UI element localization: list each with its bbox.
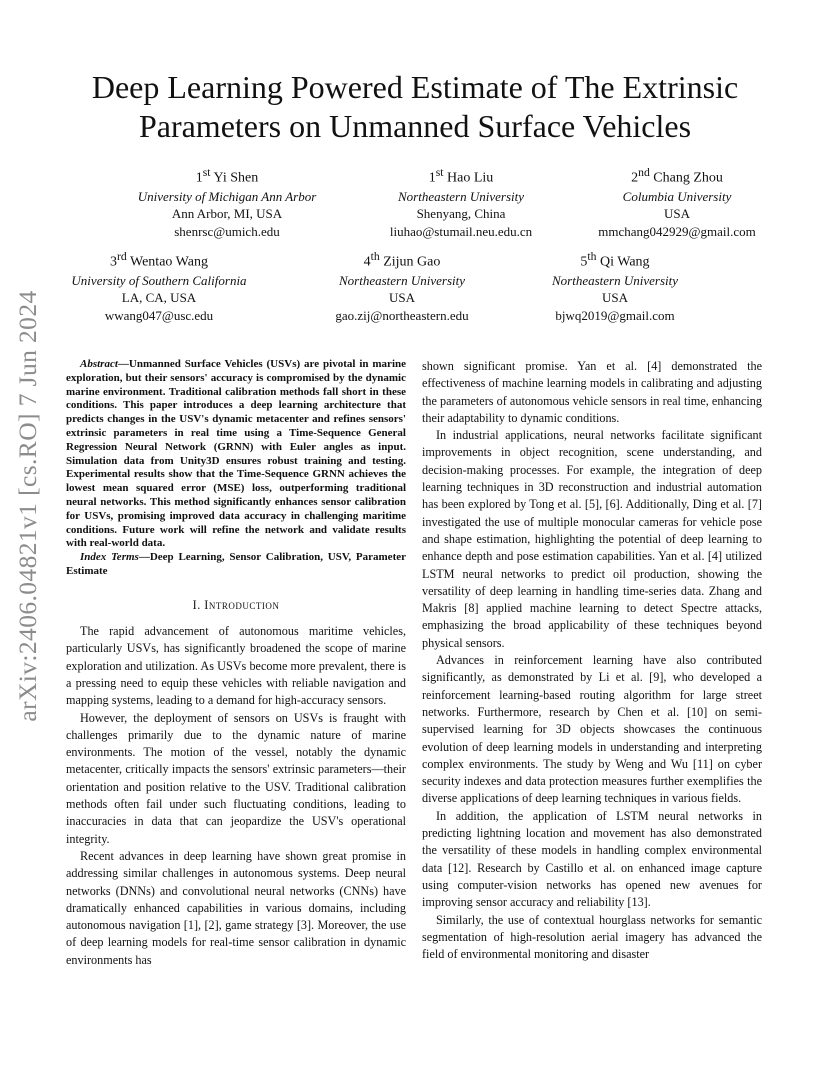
author-order: 1 [428,170,436,186]
author-order-suffix: rd [117,250,127,263]
title-line-1: Deep Learning Powered Estimate of The Extrinsic [91,69,739,105]
author-block-1 [112,163,342,240]
abstract-text: —Unmanned Surface Vehicles (USVs) are pivotal in marine exploration, but their sensors' accuracy is compromised by the dynamic marine environment. Traditional calibration methods fall short in these conditions. This paper introduces a deep learning architecture that predicts changes in the USV's dynamic metacenter and refines sensors' extrinsic parameters in real time using a Time-Sequence General Regression Neural Network (GRNN) with Euler angles as input. Simulation data from Unity3D ensures robust training and testing. Experimental results show that the Time-Sequence GRNN achieves the lowest mean squared error (MSE) loss, outperforming traditional neural networks. This method significantly enhances sensor calibration for USVs, promising improved data accuracy in challenging maritime conditions. Future work will refine the network and validate results with real-world data. [66,358,406,550]
author-location: LA, CA, USA [121,290,197,306]
index-terms-text: —Deep Learning, Sensor Calibration, USV, Parameter Estimate [66,551,406,577]
section-heading-introduction [66,597,406,614]
section-title: Introduction [204,597,280,612]
index-terms-label: Index Terms [80,551,139,564]
author-order: 1 [195,170,203,186]
paragraph: In addition, the application of LSTM neural networks in predicting lightning location and movement has also demonstrated the versatility of these models in handling complex environmental data [12]. Research by Castillo et al. on enhanced image capture using computer-vision networks has opened new avenues for improving sensor accuracy and reliability [13]. [422,808,762,910]
paragraph: Recent advances in deep learning have shown great promise in addressing similar challenges in autonomous systems. Deep neural networks (DNNs) and convolutional neural networks (CNNs) have dramatically enhanced capabilities in various domains, including autonomous navigation [1], [2], game strategy [3]. Moreover, the use of deep learning models for real-time sensor calibration in dynamic environments has [66,848,406,967]
author-name: Wentao Wang [130,254,208,270]
author-affiliation: University of Michigan Ann Arbor [137,188,317,204]
author-location: USA [388,290,415,306]
author-block-6 [500,247,730,324]
author-affiliation: University of Southern California [71,272,247,288]
author-order: 3 [110,254,118,270]
author-email: wwang047@usc.edu [104,307,214,323]
author-email: bjwq2019@gmail.com [555,307,675,323]
author-affiliation: Columbia University [622,188,732,204]
author-order: 5 [580,254,588,270]
arxiv-id: arXiv:2406.04821v1 [cs.RO] 7 Jun 2024 [13,290,42,722]
paragraph: shown significant promise. Yan et al. [4] demonstrated the effectiveness of machine learning models in calibrating and adjusting the parameters of autonomous vehicle sensors in real time, enhancing their adaptability to dynamic conditions. [422,359,762,425]
author-order-suffix: th [587,250,597,263]
paragraph: Advances in reinforcement learning have also contributed significantly, as demonstrated by Li et al. [9], who developed a reinforcement learning-based routing algorithm for large street networks. Furthermore, research by Chen et al. [10] on semi-supervised learning for 3D objects showcases the continuous evolution of deep learning models in understanding and interpreting complex environments. The study by Weng and Wu [11] on cyber security indexes and data protection measures further exemplifies the diverse applications of deep learning techniques in various fields. [422,653,762,806]
paragraph: However, the deployment of sensors on USVs is fraught with challenges primarily due to the dynamic nature of marine environments. The motion of the vessel, notably the dynamic metacenter, critically impacts the sensors' extrinsic parameters—their orientation and position relative to the USV. Traditional calibration methods often fail under such fluctuating conditions, leading to inaccuracies in data that can jeopardize the USV's operational integrity. [66,710,406,846]
index-terms [66,551,406,579]
author-order-suffix: st [435,166,444,179]
author-name: Yi Shen [213,170,259,186]
section-number: I. [192,597,205,612]
title-line-2: Parameters on Unmanned Surface Vehicles [138,108,692,144]
paper-title [70,68,760,146]
left-column [66,358,406,969]
author-location: Shenyang, China [416,206,506,222]
author-email: mmchang042929@gmail.com [598,223,756,239]
author-location: Ann Arbor, MI, USA [171,206,283,222]
author-affiliation: Northeastern University [397,188,524,204]
right-column [422,358,762,963]
author-block-3 [562,163,792,240]
arxiv-sidebar-stamp [12,290,44,722]
author-order-suffix: nd [638,166,650,179]
author-affiliation: Northeastern University [338,272,465,288]
author-block-5 [287,247,517,324]
author-name: Hao Liu [447,170,494,186]
author-location: USA [663,206,690,222]
abstract [66,358,406,551]
author-name: Qi Wang [600,254,650,270]
abstract-label: Abstract [80,358,118,370]
author-email: liuhao@stumail.neu.edu.cn [389,223,533,239]
author-email: shenrsc@umich.edu [174,223,280,239]
author-name: Chang Zhou [653,170,723,186]
author-block-4 [44,247,274,324]
author-name: Zijun Gao [383,254,441,270]
author-order: 4 [363,254,371,270]
author-order-suffix: th [370,250,380,263]
author-location: USA [601,290,628,306]
author-block-2 [346,163,576,240]
author-email: gao.zij@northeastern.edu [335,307,469,323]
paragraph: The rapid advancement of autonomous maritime vehicles, particularly USVs, has significantly broadened the scope of marine exploration and utilization. As USVs become more prevalent, there is a pressing need to equip these vehicles with reliable navigation and mapping systems, leading to a demand for high-accuracy sensors. [66,624,406,708]
paragraph: In industrial applications, neural networks facilitate significant improvements in object recognition, scene understanding, and decision-making processes. For example, the integration of deep learning techniques in 3D reconstruction and industrial automation has been explored by Tong et al. [5], [6]. Additionally, Ding et al. [7] investigated the use of multiple monocular cameras for vehicle pose and shape estimation, highlighting the potential of deep learning to enhance depth and pose estimation capabilities. Yan et al. [4] utilized LSTM neural networks to predict oil production, showing the versatility of deep learning in handling time-series data. Zhang and Makris [8] applied machine learning to detect Spectre attacks, emphasizing the broad applicability of these techniques beyond physical sensors. [422,428,762,650]
author-order: 2 [631,170,639,186]
author-affiliation: Northeastern University [551,272,678,288]
author-order-suffix: st [202,166,211,179]
paragraph: Similarly, the use of contextual hourglass networks for semantic segmentation of high-resolution aerial imagery has advanced the field of environmental monitoring and disaster [422,912,762,962]
